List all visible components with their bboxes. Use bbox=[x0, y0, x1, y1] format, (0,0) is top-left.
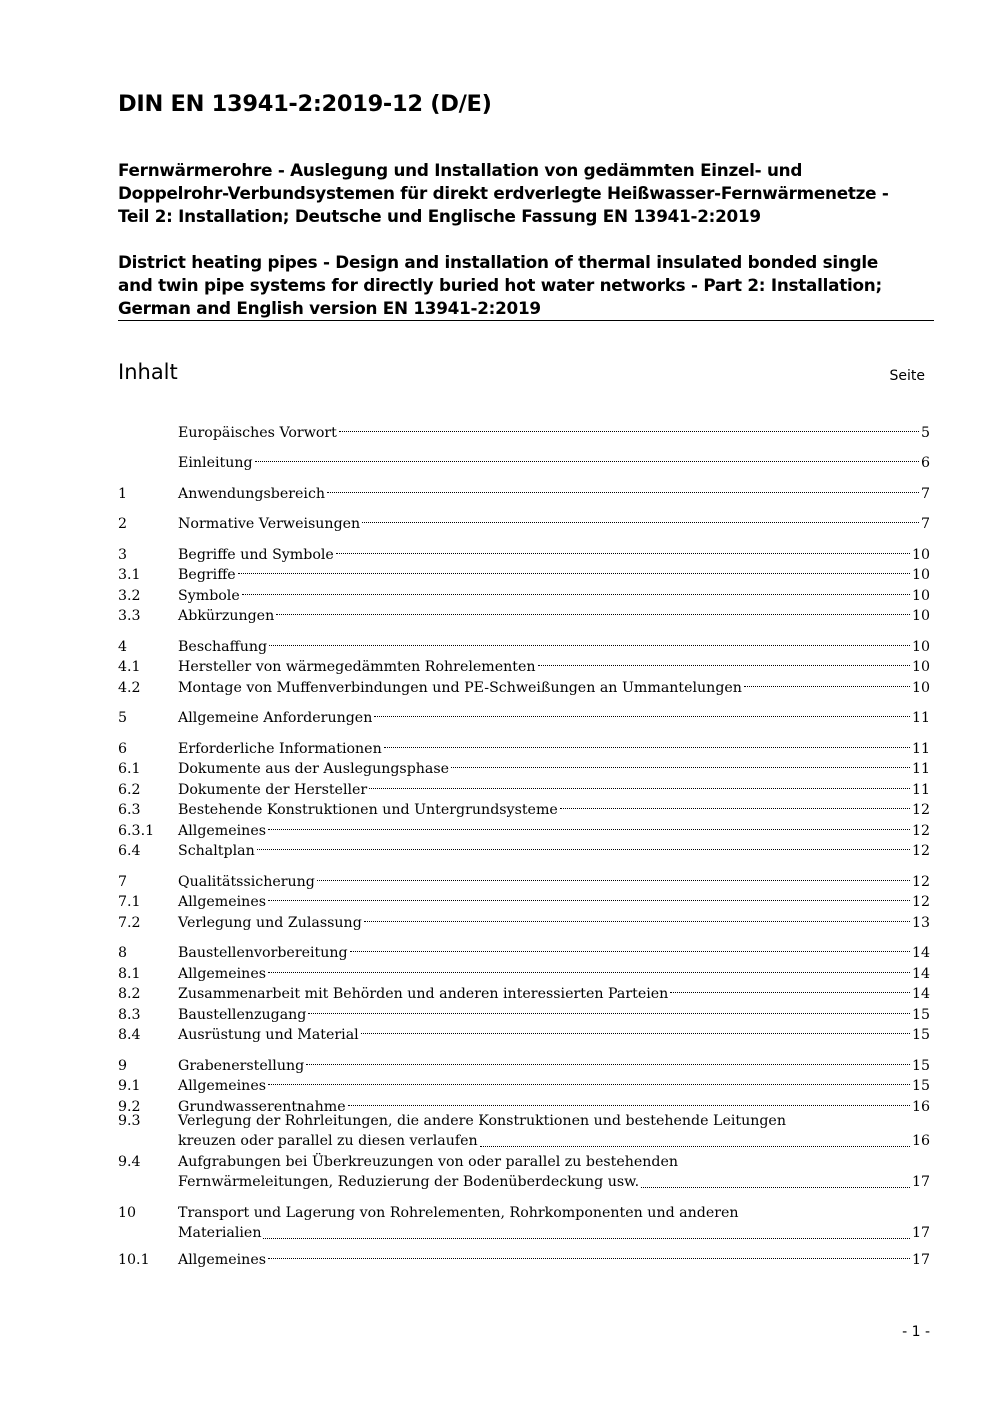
toc-entry[interactable] bbox=[118, 630, 930, 655]
toc-entry-page: 7 bbox=[920, 485, 930, 502]
toc-entry-title: Qualitätssicherung bbox=[178, 873, 315, 890]
toc-leader-dots bbox=[308, 998, 910, 1019]
toc-leader-dots bbox=[242, 579, 910, 600]
toc-leader-dots bbox=[348, 1090, 910, 1111]
toc-entry-title: Symbole bbox=[178, 587, 240, 604]
toc-entry[interactable] bbox=[118, 1111, 930, 1132]
title-german-line: Teil 2: Installation; Deutsche und Englische Fassung EN 13941-2:2019 bbox=[118, 206, 761, 226]
toc-entry-page: 10 bbox=[911, 546, 930, 563]
toc-entry-number: 3.1 bbox=[118, 567, 141, 583]
toc-page-column-label: Seite bbox=[889, 368, 925, 384]
toc-entry-title: Allgemeines bbox=[178, 822, 266, 839]
toc-entry-number: 7 bbox=[118, 873, 128, 890]
toc-entry-title: Aufgrabungen bei Überkreuzungen von oder parallel zu bestehenden bbox=[178, 1153, 679, 1170]
toc-entry-number: 6.4 bbox=[118, 843, 141, 859]
toc-entry-title: Transport und Lagerung von Rohrelementen, Rohrkomponenten und anderen bbox=[178, 1204, 739, 1221]
toc-entry-number: 3 bbox=[118, 546, 128, 563]
toc-entry-page: 10 bbox=[911, 638, 930, 655]
toc-entry-continuation[interactable] bbox=[118, 1223, 930, 1244]
toc-entry-number: 9 bbox=[118, 1057, 128, 1074]
toc-entry-title: Allgemeines bbox=[178, 894, 266, 910]
toc-leader-dots bbox=[238, 559, 910, 580]
toc-entry-number: 9.3 bbox=[118, 1112, 141, 1129]
toc-leader-dots bbox=[641, 1172, 910, 1193]
toc-entry-page: 16 bbox=[911, 1133, 930, 1149]
toc-entry-page: 10 bbox=[911, 608, 930, 624]
toc-entry-title: Begriffe bbox=[178, 567, 236, 583]
toc-entry-page: 11 bbox=[911, 740, 930, 757]
toc-entry-page: 17 bbox=[911, 1252, 930, 1268]
toc-entry-number: 3.2 bbox=[118, 587, 141, 604]
toc-entry-title-continued: kreuzen oder parallel zu diesen verlaufen bbox=[178, 1133, 478, 1149]
toc-entry[interactable] bbox=[118, 937, 930, 961]
toc-entry-number: 9.4 bbox=[118, 1153, 141, 1170]
toc-entry[interactable] bbox=[118, 508, 930, 532]
toc-entry-page: 14 bbox=[911, 965, 930, 982]
toc-entry-title: Schaltplan bbox=[178, 843, 255, 859]
toc-entry[interactable] bbox=[118, 579, 930, 604]
toc-indent bbox=[118, 1223, 178, 1244]
toc-entry[interactable] bbox=[118, 538, 930, 563]
toc-entry[interactable] bbox=[118, 559, 930, 583]
toc-leader-dots bbox=[384, 732, 910, 753]
toc-entry-number: 4.1 bbox=[118, 659, 141, 675]
toc-entry-page: 17 bbox=[911, 1225, 930, 1241]
toc-entry-page: 12 bbox=[911, 822, 930, 839]
toc-entry-page: 11 bbox=[911, 710, 930, 726]
toc-entry-number: 9.2 bbox=[118, 1098, 141, 1115]
toc-entry-title: Baustellenzugang bbox=[178, 1006, 307, 1023]
toc-leader-dots bbox=[257, 835, 910, 856]
toc-entry-page: 14 bbox=[911, 945, 930, 961]
toc-entry[interactable] bbox=[118, 477, 930, 502]
toc-entry-page: 15 bbox=[911, 1057, 930, 1074]
toc-entry[interactable] bbox=[118, 702, 930, 726]
toc-entry-title: Zusammenarbeit mit Behörden und anderen interessierten Parteien bbox=[178, 986, 669, 1002]
title-english bbox=[118, 251, 934, 320]
toc-entry[interactable] bbox=[118, 865, 930, 890]
toc-leader-dots bbox=[269, 630, 910, 651]
toc-leader-dots bbox=[480, 1131, 910, 1152]
toc-entry-number: 3.3 bbox=[118, 608, 141, 624]
toc-entry-number: 8 bbox=[118, 945, 128, 961]
title-english-line: and twin pipe systems for directly buried hot water networks - Part 2: Installation; bbox=[118, 275, 882, 295]
toc-entry-page: 15 bbox=[911, 1006, 930, 1023]
toc-entry-number: 1 bbox=[118, 485, 128, 502]
toc-entry-page: 12 bbox=[911, 873, 930, 890]
title-divider bbox=[118, 320, 934, 321]
toc-entry-number: 2 bbox=[118, 516, 128, 532]
toc-entry-number: 9.1 bbox=[118, 1078, 141, 1094]
toc-entry-title: Bestehende Konstruktionen und Untergrundsysteme bbox=[178, 802, 558, 818]
toc-entry-title: Anwendungsbereich bbox=[178, 485, 326, 502]
toc-leader-dots bbox=[670, 978, 910, 999]
toc-indent bbox=[118, 1131, 178, 1152]
toc-entry-title-continued: Fernwärmeleitungen, Reduzierung der Bodenüberdeckung usw. bbox=[178, 1174, 640, 1190]
toc-leader-dots bbox=[350, 937, 910, 958]
toc-entry-number: 6.2 bbox=[118, 781, 141, 798]
title-english-line: German and English version EN 13941-2:2019 bbox=[118, 298, 541, 318]
toc-heading: Inhalt bbox=[118, 360, 178, 384]
title-german-line: Doppelrohr-Verbundsystemen für direkt erdverlegte Heißwasser-Fernwärmenetze - bbox=[118, 183, 889, 203]
toc-entry-title: Allgemeines bbox=[178, 965, 266, 982]
toc-entry[interactable] bbox=[118, 1203, 930, 1224]
toc-entry-number: 7.1 bbox=[118, 894, 141, 910]
toc-entry-page: 10 bbox=[911, 567, 930, 583]
toc-entry-title: Europäisches Vorwort bbox=[178, 424, 337, 441]
toc-entry-page: 15 bbox=[911, 1078, 930, 1094]
toc-entry-page: 11 bbox=[911, 781, 930, 798]
toc-entry[interactable] bbox=[118, 1049, 930, 1074]
toc-leader-dots bbox=[362, 508, 919, 529]
toc-entry-number: 8.1 bbox=[118, 965, 141, 982]
toc-entry-title: Montage von Muffenverbindungen und PE-Schweißungen an Ummantelungen bbox=[178, 679, 742, 696]
toc-entry-number: 8.4 bbox=[118, 1027, 141, 1043]
toc-entry-title: Hersteller von wärmegedämmten Rohrelementen bbox=[178, 659, 536, 675]
toc-group-gap bbox=[118, 1193, 930, 1203]
toc-entry-number: 10 bbox=[118, 1204, 137, 1221]
toc-entry[interactable] bbox=[118, 1152, 930, 1173]
toc-entry-page: 10 bbox=[911, 679, 930, 696]
toc-entry-number: 6.3 bbox=[118, 802, 141, 818]
toc-entry-page: 15 bbox=[911, 1027, 930, 1043]
toc-leader-dots bbox=[317, 865, 910, 886]
toc-entry-title: Ausrüstung und Material bbox=[178, 1027, 359, 1043]
toc-entry-page: 10 bbox=[911, 659, 930, 675]
toc-leader-dots bbox=[276, 600, 910, 621]
toc-entry-title: Erforderliche Informationen bbox=[178, 740, 382, 757]
title-german bbox=[118, 159, 934, 228]
toc-entry-title: Allgemeine Anforderungen bbox=[178, 710, 373, 726]
title-english-line: District heating pipes - Design and installation of thermal insulated bonded single bbox=[118, 252, 878, 272]
toc-entry-title: Begriffe und Symbole bbox=[178, 546, 334, 563]
toc-leader-dots bbox=[451, 753, 910, 774]
toc-entry-title: Dokumente der Hersteller bbox=[178, 781, 368, 798]
toc-entry-number: 6 bbox=[118, 740, 128, 757]
toc-entry-title-continued: Materialien bbox=[178, 1225, 262, 1241]
toc-leader-dots bbox=[374, 702, 910, 723]
toc-entry[interactable] bbox=[118, 416, 930, 441]
toc-entry-page: 11 bbox=[911, 761, 930, 777]
toc-entry-number: 8.3 bbox=[118, 1006, 141, 1023]
toc-entry-title: Verlegung und Zulassung bbox=[178, 914, 362, 931]
toc-leader-dots bbox=[361, 1019, 910, 1040]
toc-entry-title: Einleitung bbox=[178, 455, 253, 471]
toc-leader-dots bbox=[744, 671, 910, 692]
toc-leader-dots bbox=[327, 477, 919, 498]
toc-leader-dots bbox=[268, 1070, 910, 1091]
toc-entry-title: Abkürzungen bbox=[178, 608, 275, 624]
toc-entry-page: 16 bbox=[911, 1098, 930, 1115]
toc-indent bbox=[118, 1172, 178, 1193]
toc-entry-title: Dokumente aus der Auslegungsphase bbox=[178, 761, 450, 777]
toc-entry-title: Grundwasserentnahme bbox=[178, 1098, 346, 1115]
toc-entry-continuation[interactable] bbox=[118, 1131, 930, 1152]
toc-entry-page: 6 bbox=[920, 455, 930, 471]
title-german-line: Fernwärmerohre - Auslegung und Installation von gedämmten Einzel- und bbox=[118, 160, 803, 180]
toc-entry-title: Grabenerstellung bbox=[178, 1057, 305, 1074]
toc-entry-number: 4 bbox=[118, 638, 128, 655]
toc-entry-title: Allgemeines bbox=[178, 1252, 266, 1268]
toc-entry-page: 13 bbox=[911, 914, 930, 931]
toc-leader-dots bbox=[255, 447, 919, 468]
toc-entry[interactable] bbox=[118, 1244, 930, 1268]
toc-entry-title: Beschaffung bbox=[178, 638, 268, 655]
table-of-contents bbox=[118, 416, 930, 1268]
toc-entry[interactable] bbox=[118, 732, 930, 757]
toc-leader-dots bbox=[336, 538, 910, 559]
toc-entry-page: 12 bbox=[911, 843, 930, 859]
toc-leader-dots bbox=[268, 957, 910, 978]
toc-entry[interactable] bbox=[118, 447, 930, 471]
toc-entry-page: 14 bbox=[911, 986, 930, 1002]
toc-entry-number: 4.2 bbox=[118, 679, 141, 696]
toc-entry-continuation[interactable] bbox=[118, 1172, 930, 1193]
toc-entry-page: 17 bbox=[911, 1174, 930, 1190]
toc-entry-number: 6.1 bbox=[118, 761, 141, 777]
toc-entry-number: 8.2 bbox=[118, 986, 141, 1002]
toc-leader-dots bbox=[268, 814, 910, 835]
toc-entry-title: Baustellenvorbereitung bbox=[178, 945, 348, 961]
toc-entry-title: Verlegung der Rohrleitungen, die andere Konstruktionen und bestehende Leitungen bbox=[178, 1112, 786, 1129]
toc-entry-page: 10 bbox=[911, 587, 930, 604]
toc-leader-dots bbox=[268, 1244, 910, 1265]
toc-leader-dots bbox=[560, 794, 910, 815]
toc-leader-dots bbox=[339, 416, 919, 437]
toc-leader-dots bbox=[263, 1223, 909, 1244]
toc-entry-page: 5 bbox=[920, 424, 930, 441]
toc-entry-number: 10.1 bbox=[118, 1252, 150, 1268]
toc-entry-page: 12 bbox=[911, 894, 930, 910]
toc-entry-title: Allgemeines bbox=[178, 1078, 266, 1094]
page-number: - 1 - bbox=[902, 1324, 930, 1340]
document-id: DIN EN 13941-2:2019-12 (D/E) bbox=[118, 91, 492, 117]
toc-leader-dots bbox=[538, 651, 910, 672]
toc-leader-dots bbox=[369, 773, 910, 794]
toc-entry[interactable] bbox=[118, 600, 930, 624]
toc-entry-number: 5 bbox=[118, 710, 128, 726]
toc-leader-dots bbox=[364, 906, 910, 927]
toc-entry-number: 6.3.1 bbox=[118, 822, 155, 839]
toc-entry-number: 7.2 bbox=[118, 914, 141, 931]
toc-leader-dots bbox=[268, 886, 910, 907]
toc-entry-page: 7 bbox=[920, 516, 930, 532]
toc-leader-dots bbox=[306, 1049, 910, 1070]
toc-entry-title: Normative Verweisungen bbox=[178, 516, 361, 532]
toc-entry-page: 12 bbox=[911, 802, 930, 818]
